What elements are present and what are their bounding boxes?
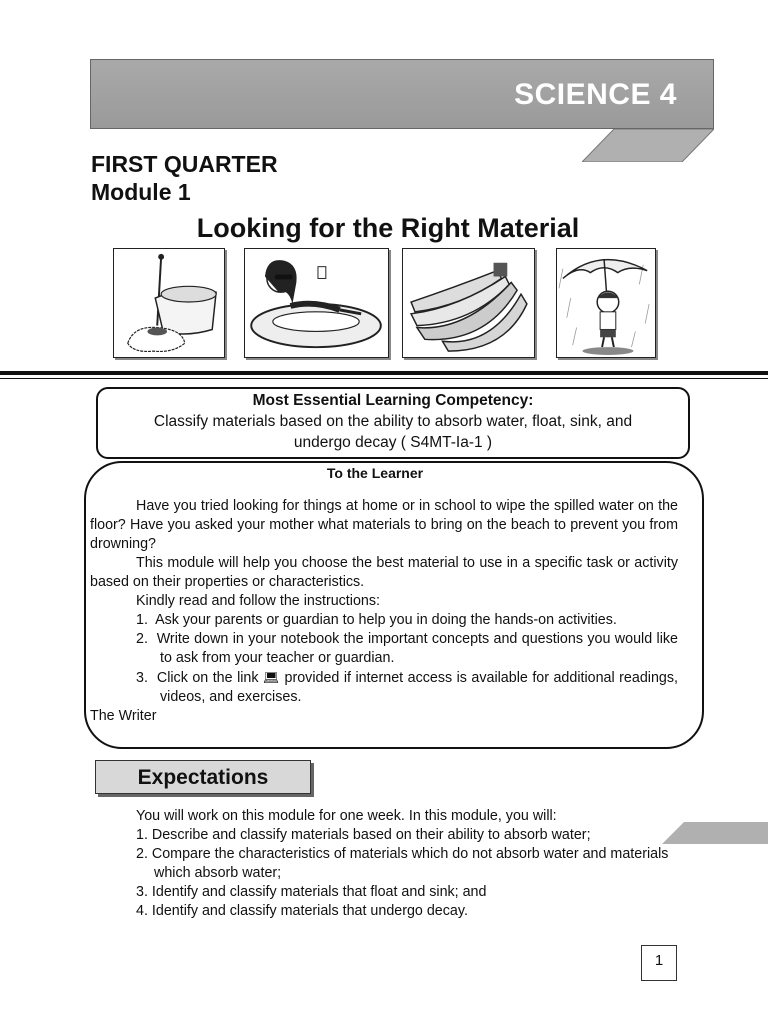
expectation-item: 4. Identify and classify materials that undergo decay. <box>136 903 468 919</box>
module-label: Module 1 <box>91 179 191 205</box>
signature: The Writer <box>90 708 157 724</box>
instruction-item-text: 3. Click on the link <box>136 670 259 686</box>
page-number: 1 <box>641 945 677 981</box>
instruction-item: 2. Write down in your notebook the important concepts and questions you would like to ask from your teacher or guardian. <box>136 631 678 666</box>
instruction-item: 1. Ask your parents or guardian to help you in doing the hands-on activities. <box>136 612 617 628</box>
expectations-heading: Expectations <box>95 760 311 794</box>
subject-banner <box>90 59 714 129</box>
melc-heading: Most Essential Learning Competency: <box>252 392 534 409</box>
page-title: Looking for the Right Material <box>196 213 580 243</box>
melc-box <box>96 387 690 459</box>
expectations-intro: You will work on this module for one week. In this module, you will: <box>136 808 557 824</box>
girl-floating-icon <box>244 248 389 358</box>
expectation-item: 1. Describe and classify materials based on their ability to absorb water; <box>136 827 591 843</box>
learner-paragraph: Have you tried looking for things at home or in school to wipe the spilled water on the floor? Have you asked your mother what materials to bring on the beach to prevent you from drowning? <box>90 498 678 552</box>
instruction-item <box>90 668 678 707</box>
to-the-learner-heading: To the Learner <box>326 465 424 481</box>
side-tab-decoration <box>662 822 768 844</box>
banner-tab-decoration <box>582 129 714 162</box>
boy-umbrella-icon <box>556 248 656 358</box>
divider-thick <box>0 371 768 375</box>
learner-paragraph: Kindly read and follow the instructions: <box>136 593 380 609</box>
melc-text-line1: Classify materials based on the ability to absorb water, float, sink, and <box>153 413 633 430</box>
expectations-text <box>136 807 696 921</box>
to-the-learner-text <box>90 497 678 726</box>
melc-text-line2: undergo decay ( S4MT-Ia-1 ) <box>293 434 493 451</box>
expectation-item: 2. Compare the characteristics of materials which do not absorb water and materials which absorb water; <box>136 846 669 881</box>
divider-thin <box>0 378 768 379</box>
quarter-label: FIRST QUARTER <box>91 151 278 177</box>
mop-bucket-icon <box>113 248 225 358</box>
subject-title: SCIENCE 4 <box>514 78 677 111</box>
laptop-icon: 💻︎ <box>263 670 281 685</box>
expectation-item: 3. Identify and classify materials that float and sink; and <box>136 884 487 900</box>
learner-paragraph: This module will help you choose the best material to use in a specific task or activity based on their properties or characteristics. <box>90 555 678 590</box>
instruction-item-text: provided if internet access is available for additional readings, videos, and exercises. <box>160 670 678 705</box>
bananas-icon <box>402 248 535 358</box>
